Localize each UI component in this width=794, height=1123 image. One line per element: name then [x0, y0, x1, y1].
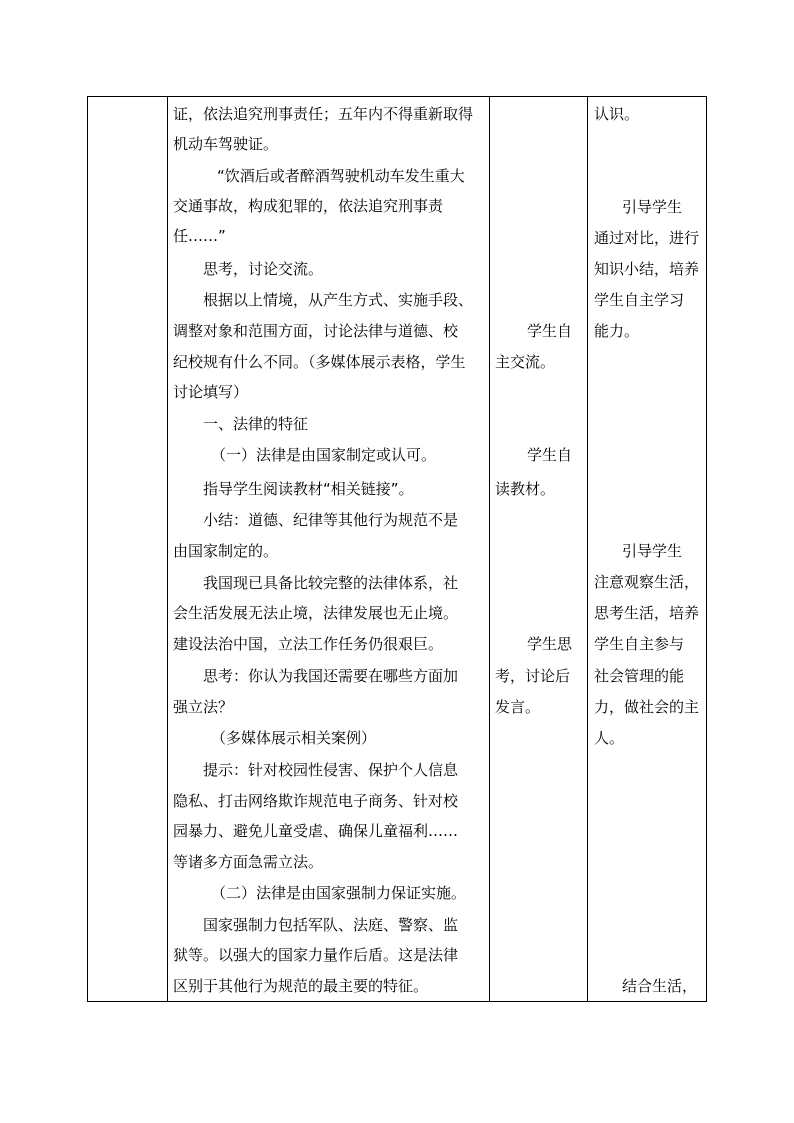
text-line: 人。 — [594, 729, 625, 747]
column-divider — [489, 96, 490, 1001]
text-line: 交通事故，构成犯罪的，依法追究刑事责 — [173, 197, 444, 215]
text-line: 狱等。以强大的国家力量作后盾。这是法律 — [173, 946, 459, 964]
text-line: 社会管理的能 — [594, 667, 685, 685]
text-line: 纪校规有什么不同。（多媒体展示表格，学生 — [173, 353, 466, 371]
text-line: 考，讨论后 — [495, 667, 571, 685]
text-line: 知识小结，培养 — [594, 260, 700, 278]
text-line: 讨论填写） — [173, 383, 249, 401]
text-line: 力，做社会的主 — [594, 698, 700, 716]
text-line: “饮酒后或者醉酒驾驶机动车发生重大 — [217, 167, 465, 185]
text-line: 一、法律的特征 — [203, 415, 309, 433]
text-line: 通过对比，进行 — [594, 229, 700, 247]
text-line: 思考，讨论交流。 — [203, 260, 324, 278]
text-line: 学生思 — [527, 635, 573, 653]
text-line: 强立法？ — [173, 698, 234, 716]
text-line: 根据以上情境，从产生方式、实施手段、 — [203, 291, 474, 309]
text-line: 调整对象和范围方面，讨论法律与道德、校 — [173, 322, 459, 340]
text-line: 证，依法追究刑事责任；五年内不得重新取得 — [173, 105, 474, 123]
text-line: 学生自 — [527, 446, 573, 464]
text-line: 我国现已具备比较完整的法律体系，社 — [203, 574, 459, 592]
text-line: （二）法律是由国家强制力保证实施。 — [211, 884, 467, 902]
text-line: 区别于其他行为规范的最主要的特征。 — [173, 977, 429, 995]
text-line: 由国家制定的。 — [173, 542, 279, 560]
text-line: 国家强制力包括军队、法庭、警察、监 — [203, 916, 459, 934]
text-line: 认识。 — [594, 105, 640, 123]
text-line: 隐私、打击网络欺诈规范电子商务、针对校 — [173, 792, 459, 810]
text-line: 结合生活， — [622, 977, 698, 995]
column-divider — [587, 96, 588, 1001]
text-line: 学生自 — [527, 322, 573, 340]
text-line: 园暴力、避免儿童受虐、确保儿童福利…… — [173, 822, 459, 840]
text-line: 能力。 — [594, 322, 640, 340]
text-line: 提示：针对校园性侵害、保护个人信息 — [203, 761, 459, 779]
text-line: 小结：道德、纪律等其他行为规范不是 — [203, 511, 459, 529]
text-line: 学生自主参与 — [594, 635, 685, 653]
text-line: 机动车驾驶证。 — [173, 135, 279, 153]
text-line: 会生活发展无法止境，法律发展也无止境。 — [173, 604, 459, 622]
text-line: 引导学生 — [622, 542, 683, 560]
text-line: 引导学生 — [622, 198, 683, 216]
text-line: 任……” — [173, 227, 226, 245]
text-line: （一）法律是由国家制定或认可。 — [211, 446, 437, 464]
text-line: 指导学生阅读教材“相关链接”。 — [203, 480, 414, 498]
text-line: 思考：你认为我国还需要在哪些方面加 — [203, 667, 459, 685]
text-line: 等诸多方面急需立法。 — [173, 853, 324, 871]
text-line: 主交流。 — [495, 353, 556, 371]
text-line: 学生自主学习 — [594, 291, 685, 309]
text-line: 发言。 — [495, 698, 541, 716]
text-line: 建设法治中国，立法工作任务仍很艰巨。 — [173, 635, 444, 653]
text-line: 读教材。 — [495, 480, 556, 498]
text-line: 注意观察生活， — [594, 573, 700, 591]
text-line: 思考生活，培养 — [594, 604, 700, 622]
column-divider — [167, 96, 168, 1001]
text-line: （多媒体展示相关案例） — [211, 729, 377, 747]
